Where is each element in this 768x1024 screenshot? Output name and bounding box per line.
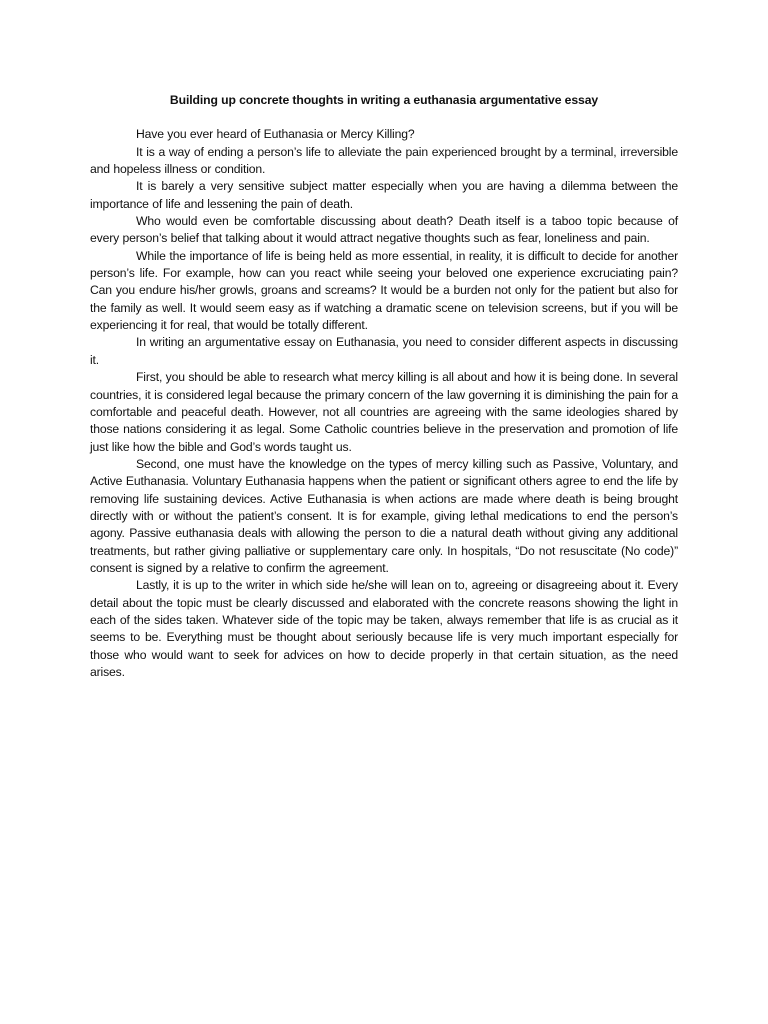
- paragraph-definition: It is a way of ending a person’s life to alleviate the pain experienced brought by a terminal, irreversible and hopeless illness or condition.: [90, 144, 678, 177]
- paragraph-importance-of-life: While the importance of life is being held as more essential, in reality, it is difficult to decide for another person’s life. For example, how can you react while seeing your beloved one experience excruciating pain? Can you endure his/her growls, groans and screams? It would be a burden not only for the patient but also for the family as well. It would seem easy as if watching a dramatic scene on television screens, but if you will be experiencing it for real, that would be totally different.: [90, 248, 678, 333]
- paragraph-sensitivity: It is barely a very sensitive subject matter especially when you are having a dilemma between the importance of life and lessening the pain of death.: [90, 179, 678, 211]
- paragraph-intro-question: Have you ever heard of Euthanasia or Mercy Killing?: [136, 127, 415, 142]
- document-page: [90, 92, 678, 681]
- paragraph-writing-aspects: In writing an argumentative essay on Euthanasia, you need to consider different aspects in discussing it.: [90, 335, 678, 367]
- paragraph-second: Second, one must have the knowledge on the types of mercy killing such as Passive, Voluntary, and Active Euthanasia. Voluntary Euthanasia happens when the patient or significant others agree to end the life by removing life sustaining devices. Active Euthanasia is when actions are made where death is being brought directly with or without the patient’s consent. It is for example, giving lethal medications to end the person’s agony. Passive euthanasia deals with allowing the person to die a natural death without giving any additional treatments, but rather giving palliative or supplementary care only. In hospitals, “Do not resuscitate (No code)” consent is signed by a relative to confirm the agreement.: [90, 456, 678, 575]
- paragraph-taboo: Who would even be comfortable discussing about death? Death itself is a taboo topic because of every person’s belief that talking about it would attract negative thoughts such as fear, loneliness and pain.: [90, 214, 678, 246]
- document-title: Building up concrete thoughts in writing a euthanasia argumentative essay: [169, 93, 599, 107]
- paragraph-lastly: Lastly, it is up to the writer in which side he/she will lean on to, agreeing or disagreeing about it. Every detail about the topic must be clearly discussed and elaborated with the concrete reasons showing the light in each of the sides taken. Whatever side of the topic may be taken, always remember that life is as crucial as it seems to be. Everything must be thought about seriously because life is very much important especially for those who would want to seek for advices on how to decide properly in that certain situation, as the need arises.: [90, 578, 678, 679]
- paragraph-first: First, you should be able to research what mercy killing is all about and how it is being done. In several countries, it is considered legal because the primary concern of the law governing it is diminishing the pain for a comfortable and peaceful death. However, not all countries are agreeing with the same ideologies shared by those nations considering it as legal. Some Catholic countries believe in the preservation and promotion of life just like how the bible and God’s words taught us.: [90, 370, 678, 454]
